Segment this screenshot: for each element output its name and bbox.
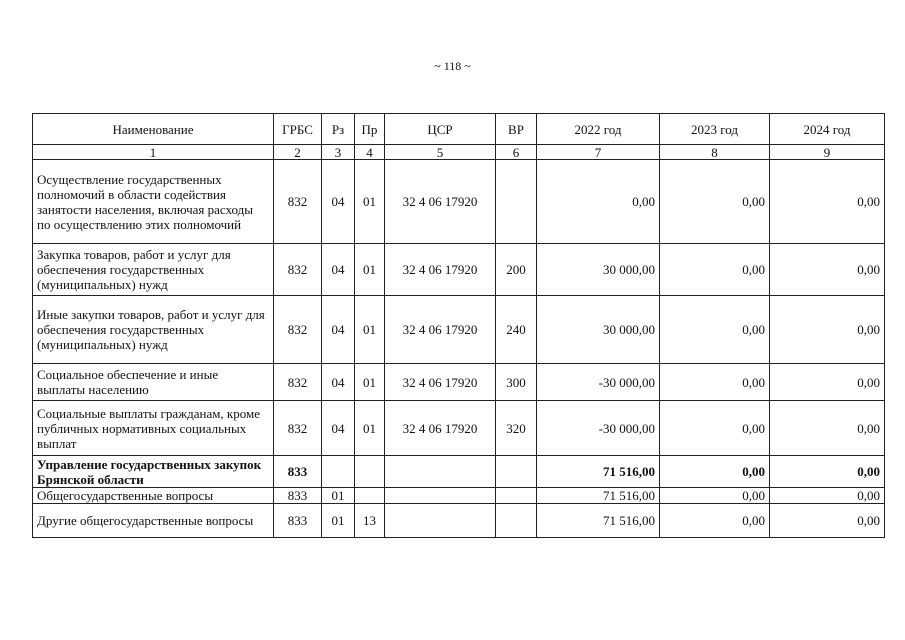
row-vr xyxy=(496,456,537,488)
header-name: Наименование xyxy=(33,114,274,145)
column-number: 4 xyxy=(355,145,385,160)
row-2022: 0,00 xyxy=(537,160,660,244)
row-vr: 300 xyxy=(496,364,537,401)
row-rz: 04 xyxy=(322,244,355,296)
row-2022: -30 000,00 xyxy=(537,401,660,456)
row-2022: -30 000,00 xyxy=(537,364,660,401)
column-number: 6 xyxy=(496,145,537,160)
row-grbs: 832 xyxy=(274,244,322,296)
header-row xyxy=(33,114,885,145)
row-2022: 71 516,00 xyxy=(537,488,660,504)
header-2024: 2024 год xyxy=(770,114,885,145)
row-vr: 200 xyxy=(496,244,537,296)
row-csr: 32 4 06 17920 xyxy=(385,401,496,456)
column-number: 8 xyxy=(660,145,770,160)
row-name: Общегосударственные вопросы xyxy=(33,488,274,504)
row-2024: 0,00 xyxy=(770,504,885,538)
column-number: 9 xyxy=(770,145,885,160)
table-row xyxy=(33,160,885,244)
table-row xyxy=(33,296,885,364)
row-2023: 0,00 xyxy=(660,401,770,456)
row-rz: 01 xyxy=(322,504,355,538)
row-2024: 0,00 xyxy=(770,364,885,401)
header-vr: ВР xyxy=(496,114,537,145)
row-2023: 0,00 xyxy=(660,456,770,488)
header-csr: ЦСР xyxy=(385,114,496,145)
row-name: Управление государственных закупок Брянской области xyxy=(33,456,274,488)
row-csr xyxy=(385,504,496,538)
row-vr xyxy=(496,160,537,244)
row-2022: 30 000,00 xyxy=(537,244,660,296)
column-number: 7 xyxy=(537,145,660,160)
row-grbs: 832 xyxy=(274,401,322,456)
header-rz: Рз xyxy=(322,114,355,145)
row-rz: 01 xyxy=(322,488,355,504)
header-grbs: ГРБС xyxy=(274,114,322,145)
row-2022: 30 000,00 xyxy=(537,296,660,364)
row-2024: 0,00 xyxy=(770,296,885,364)
row-rz: 04 xyxy=(322,401,355,456)
table-row xyxy=(33,401,885,456)
row-name: Социальные выплаты гражданам, кроме публичных нормативных социальных выплат xyxy=(33,401,274,456)
row-pr: 01 xyxy=(355,160,385,244)
row-grbs: 832 xyxy=(274,364,322,401)
row-pr xyxy=(355,456,385,488)
row-rz: 04 xyxy=(322,296,355,364)
row-csr: 32 4 06 17920 xyxy=(385,296,496,364)
row-2024: 0,00 xyxy=(770,244,885,296)
header-pr: Пр xyxy=(355,114,385,145)
row-2023: 0,00 xyxy=(660,244,770,296)
table-row xyxy=(33,504,885,538)
row-2023: 0,00 xyxy=(660,296,770,364)
row-grbs: 833 xyxy=(274,456,322,488)
row-pr: 01 xyxy=(355,401,385,456)
row-csr: 32 4 06 17920 xyxy=(385,160,496,244)
budget-table xyxy=(32,113,885,538)
row-pr: 01 xyxy=(355,364,385,401)
row-name: Осуществление государственных полномочий в области содействия занятости населения, включая расходы по осуществлению этих полномочий xyxy=(33,160,274,244)
row-pr xyxy=(355,488,385,504)
row-2024: 0,00 xyxy=(770,401,885,456)
row-name: Социальное обеспечение и иные выплаты населению xyxy=(33,364,274,401)
row-2022: 71 516,00 xyxy=(537,504,660,538)
header-2022: 2022 год xyxy=(537,114,660,145)
page-number: ~ 118 ~ xyxy=(434,59,471,73)
row-csr: 32 4 06 17920 xyxy=(385,244,496,296)
column-number: 2 xyxy=(274,145,322,160)
row-rz: 04 xyxy=(322,364,355,401)
row-pr: 01 xyxy=(355,296,385,364)
row-vr: 320 xyxy=(496,401,537,456)
row-grbs: 832 xyxy=(274,296,322,364)
row-grbs: 833 xyxy=(274,504,322,538)
row-grbs: 832 xyxy=(274,160,322,244)
row-2024: 0,00 xyxy=(770,488,885,504)
row-vr: 240 xyxy=(496,296,537,364)
row-vr xyxy=(496,504,537,538)
row-2022: 71 516,00 xyxy=(537,456,660,488)
table-row xyxy=(33,244,885,296)
row-name: Другие общегосударственные вопросы xyxy=(33,504,274,538)
row-2023: 0,00 xyxy=(660,504,770,538)
row-rz xyxy=(322,456,355,488)
row-2023: 0,00 xyxy=(660,160,770,244)
row-csr xyxy=(385,488,496,504)
row-2024: 0,00 xyxy=(770,456,885,488)
row-csr xyxy=(385,456,496,488)
column-number: 3 xyxy=(322,145,355,160)
row-2024: 0,00 xyxy=(770,160,885,244)
table-row xyxy=(33,488,885,504)
column-number: 1 xyxy=(33,145,274,160)
row-pr: 13 xyxy=(355,504,385,538)
row-2023: 0,00 xyxy=(660,488,770,504)
row-name: Закупка товаров, работ и услуг для обеспечения государственных (муниципальных) нужд xyxy=(33,244,274,296)
row-vr xyxy=(496,488,537,504)
row-name: Иные закупки товаров, работ и услуг для обеспечения государственных (муниципальных) нужд xyxy=(33,296,274,364)
column-number: 5 xyxy=(385,145,496,160)
table-row xyxy=(33,456,885,488)
row-2023: 0,00 xyxy=(660,364,770,401)
table-row xyxy=(33,364,885,401)
row-grbs: 833 xyxy=(274,488,322,504)
column-number-row xyxy=(33,145,885,160)
row-rz: 04 xyxy=(322,160,355,244)
header-2023: 2023 год xyxy=(660,114,770,145)
row-csr: 32 4 06 17920 xyxy=(385,364,496,401)
row-pr: 01 xyxy=(355,244,385,296)
